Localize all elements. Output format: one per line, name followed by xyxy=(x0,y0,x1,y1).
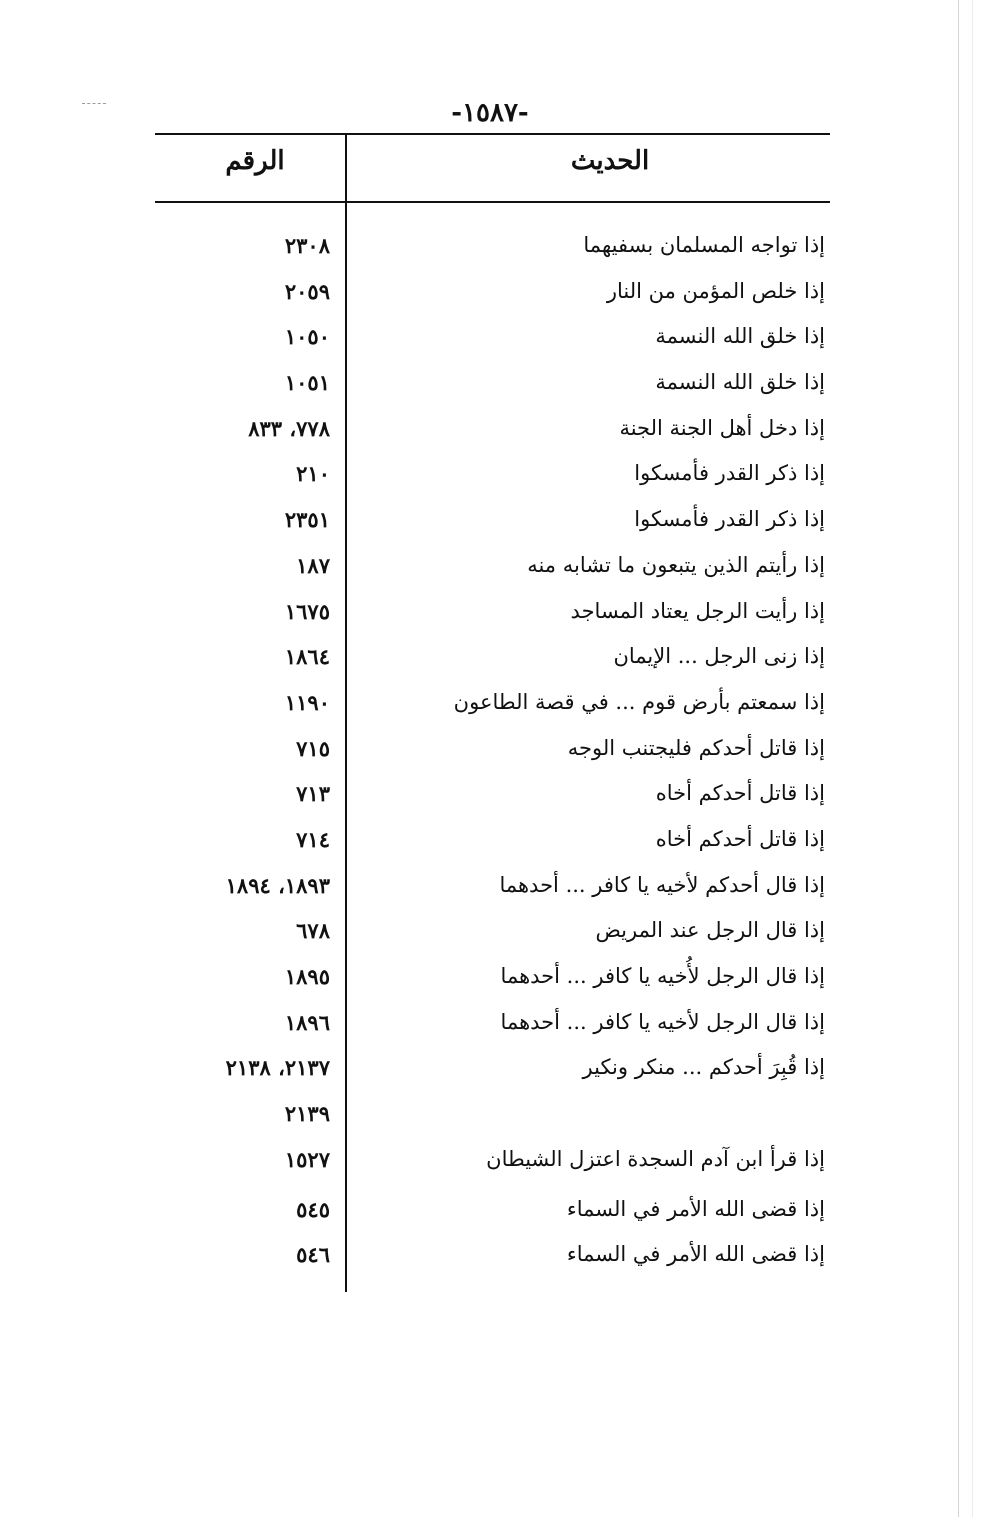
index-table-body xyxy=(155,227,830,1282)
scan-edge-line xyxy=(958,0,959,1517)
hadith-text: إذا قال أحدكم لأخيه يا كافر ... أحدهما xyxy=(499,872,825,897)
hadith-number: ١٨٩٦ xyxy=(284,1009,330,1035)
table-row xyxy=(155,730,830,776)
hadith-text: إذا قُبِرَ أحدكم ... منكر ونكير xyxy=(582,1055,825,1080)
hadith-number: ١٨٧ xyxy=(296,552,330,578)
hadith-text: إذا خلص المؤمن من النار xyxy=(606,278,825,303)
table-row xyxy=(155,1049,830,1095)
hadith-text: إذا قاتل أحدكم أخاه xyxy=(655,781,825,806)
column-header-hadith: الحديث xyxy=(570,146,650,176)
table-row xyxy=(155,775,830,821)
table-row xyxy=(155,364,830,410)
table-header-rule xyxy=(155,201,830,203)
table-row xyxy=(155,1236,830,1282)
hadith-text: إذا قاتل أحدكم فليجتنب الوجه xyxy=(567,735,825,760)
hadith-number: ٢٠٥٩ xyxy=(284,278,330,304)
hadith-text: إذا زنى الرجل ... الإيمان xyxy=(613,644,825,669)
hadith-text: إذا ذكر القدر فأمسكوا xyxy=(634,507,825,532)
column-header-number: الرقم xyxy=(225,146,285,176)
table-row xyxy=(155,547,830,593)
table-row xyxy=(155,1141,830,1191)
hadith-number: ٢٣٥١ xyxy=(284,507,330,533)
table-row xyxy=(155,593,830,639)
hadith-text: إذا قال الرجل لأُخيه يا كافر ... أحدهما xyxy=(500,964,825,988)
table-row xyxy=(155,867,830,913)
table-row xyxy=(155,1004,830,1050)
table-row xyxy=(155,318,830,364)
table-row xyxy=(155,821,830,867)
table-row-continuation xyxy=(155,1095,830,1141)
hadith-number: ١٠٥٠ xyxy=(284,324,330,350)
hadith-text: إذا دخل أهل الجنة الجنة xyxy=(619,415,825,440)
hadith-text: إذا تواجه المسلمان بسفيهما xyxy=(583,233,825,257)
hadith-number: ٢١٣٧، ٢١٣٨ xyxy=(225,1055,330,1081)
hadith-number: ١١٩٠ xyxy=(284,689,330,715)
hadith-number: ٢١٣٩ xyxy=(284,1101,330,1127)
hadith-text: إذا قاتل أحدكم أخاه xyxy=(655,826,825,851)
table-row xyxy=(155,410,830,456)
hadith-number: ٧١٤ xyxy=(296,826,330,852)
hadith-number: ٧١٣ xyxy=(296,781,330,807)
hadith-text: إذا ذكر القدر فأمسكوا xyxy=(634,461,825,486)
table-row xyxy=(155,958,830,1004)
table-row xyxy=(155,638,830,684)
table-row xyxy=(155,227,830,273)
scan-edge-line-faint xyxy=(972,0,973,1517)
hadith-text: إذا قضى الله الأمر في السماء xyxy=(566,1242,825,1267)
hadith-number: ٧٧٨، ٨٣٣ xyxy=(248,415,330,441)
hadith-number: ٢١٠ xyxy=(296,461,330,487)
table-row xyxy=(155,501,830,547)
hadith-number: ٦٧٨ xyxy=(296,918,330,944)
table-row xyxy=(155,684,830,730)
hadith-number: ١٦٧٥ xyxy=(284,598,330,624)
hadith-text: إذا خلق الله النسمة xyxy=(655,324,825,349)
table-row xyxy=(155,912,830,958)
hadith-text: إذا قرأ ابن آدم السجدة اعتزل الشيطان xyxy=(486,1146,825,1171)
hadith-text: إذا سمعتم بأرض قوم ... في قصة الطاعون xyxy=(453,689,825,714)
table-row xyxy=(155,455,830,501)
hadith-number: ١٨٦٤ xyxy=(284,644,330,670)
page-number: -١٥٨٧- xyxy=(451,98,529,128)
hadith-number: ٥٤٥ xyxy=(296,1196,330,1222)
hadith-text: إذا رأيت الرجل يعتاد المساجد xyxy=(570,598,825,623)
hadith-number: ١٨٩٥ xyxy=(284,964,330,989)
scan-mark xyxy=(82,103,106,106)
table-row xyxy=(155,273,830,319)
hadith-number: ٧١٥ xyxy=(296,735,330,761)
hadith-text: إذا قضى الله الأمر في السماء xyxy=(566,1196,825,1221)
table-row xyxy=(155,1191,830,1237)
hadith-number: ١٠٥١ xyxy=(284,370,330,396)
hadith-number: ١٥٢٧ xyxy=(284,1146,330,1172)
hadith-number: ١٨٩٣، ١٨٩٤ xyxy=(225,872,330,898)
table-top-rule xyxy=(155,133,830,135)
hadith-number: ٢٣٠٨ xyxy=(284,233,330,258)
hadith-text: إذا قال الرجل لأخيه يا كافر ... أحدهما xyxy=(500,1009,825,1034)
hadith-text: إذا رأيتم الذين يتبعون ما تشابه منه xyxy=(527,552,825,577)
hadith-text: إذا خلق الله النسمة xyxy=(655,370,825,395)
hadith-number: ٥٤٦ xyxy=(296,1242,330,1268)
hadith-text: إذا قال الرجل عند المريض xyxy=(595,918,825,943)
